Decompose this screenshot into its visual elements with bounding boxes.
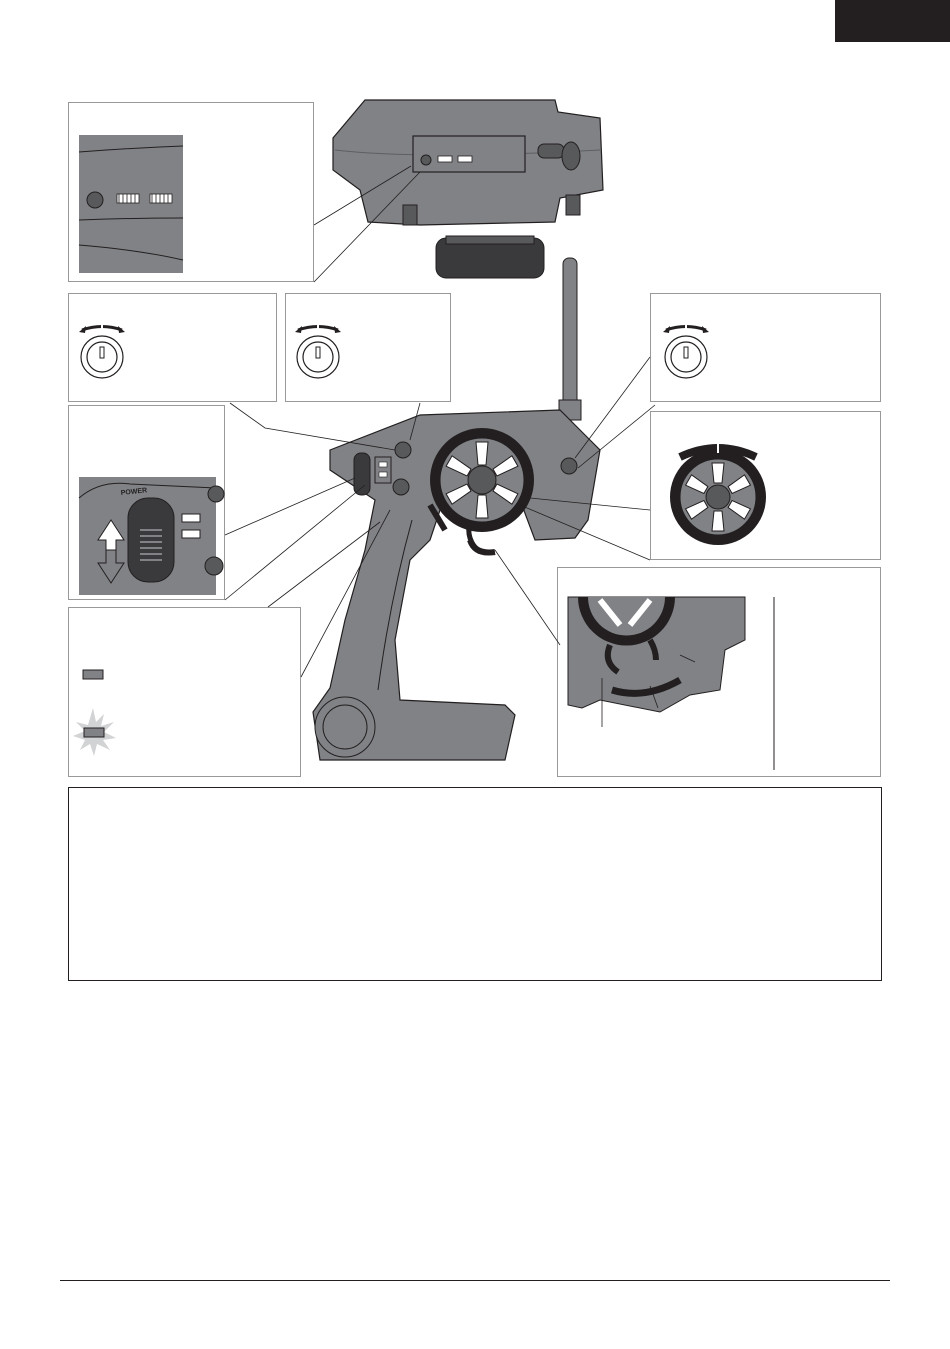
- knob-icon: [295, 321, 341, 378]
- power-label: POWER: [120, 487, 148, 497]
- power-switch-zoom: [79, 477, 224, 595]
- steering-wheel-icon: [430, 428, 534, 532]
- charge-port-zoom: [79, 135, 183, 273]
- knob-icon: [663, 321, 709, 378]
- flashing-led-icon: [73, 708, 116, 756]
- led-indicator-icon: [83, 670, 103, 679]
- knob-icon: [79, 321, 125, 378]
- steering-wheel-icon: [670, 439, 766, 545]
- throttle-zoom: [568, 597, 774, 770]
